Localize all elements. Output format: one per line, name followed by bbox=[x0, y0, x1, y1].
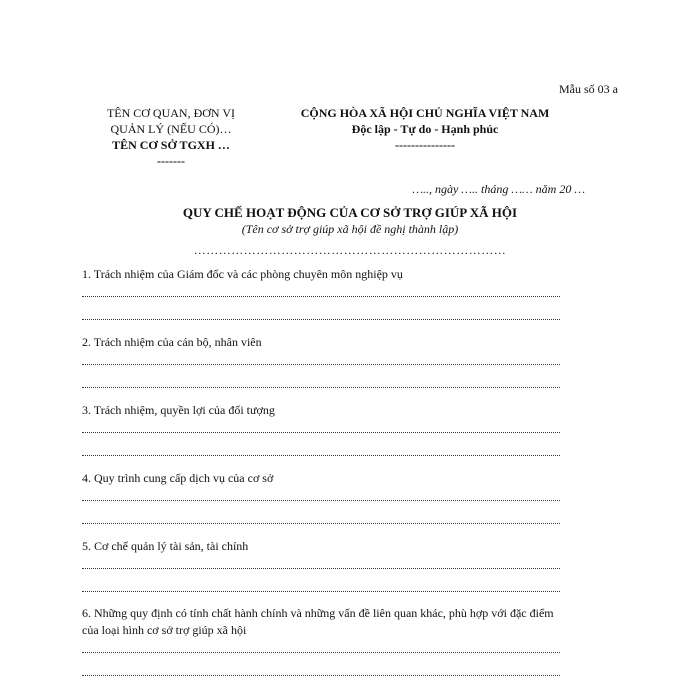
agency-name: TÊN CƠ QUAN, ĐƠN VỊ bbox=[106, 106, 236, 120]
agency-name-line2: QUẢN LÝ (NẾU CÓ)… bbox=[110, 122, 232, 136]
section-heading: 2. Trách nhiệm của cán bộ, nhân viên bbox=[82, 335, 262, 349]
section-6 bbox=[82, 605, 562, 676]
facility-name-blank: ………………………………………………………………… bbox=[193, 243, 507, 257]
section-2 bbox=[82, 334, 562, 388]
national-header-block bbox=[280, 105, 570, 153]
section-1 bbox=[82, 266, 562, 320]
facility-name: TÊN CƠ SỞ TGXH … bbox=[112, 138, 230, 152]
section-heading: 4. Quy trình cung cấp dịch vụ của cơ sở bbox=[82, 471, 274, 485]
fill-line[interactable] bbox=[82, 364, 560, 365]
fill-line[interactable] bbox=[82, 591, 560, 592]
section-5 bbox=[82, 538, 562, 592]
fill-line[interactable] bbox=[82, 675, 560, 676]
fill-line[interactable] bbox=[82, 387, 560, 388]
section-heading: 1. Trách nhiệm của Giám đốc và các phòng chuyên môn nghiệp vụ bbox=[82, 267, 403, 281]
fill-line[interactable] bbox=[82, 319, 560, 320]
nation-name: CỘNG HÒA XÃ HỘI CHỦ NGHĨA VIỆT NAM bbox=[300, 106, 550, 120]
date-line: ….., ngày ….. tháng …… năm 20 … bbox=[412, 182, 585, 196]
section-heading: 5. Cơ chế quản lý tài sản, tài chính bbox=[82, 539, 249, 553]
fill-line[interactable] bbox=[82, 568, 560, 569]
issuing-agency-block bbox=[96, 105, 246, 169]
section-4 bbox=[82, 470, 562, 524]
fill-line[interactable] bbox=[82, 500, 560, 501]
fill-line[interactable] bbox=[82, 523, 560, 524]
fill-line[interactable] bbox=[82, 652, 560, 653]
section-heading: 6. Những quy định có tính chất hành chính và những vấn đề liên quan khác, phù hợp với đặc điểm của loại hình cơ sở trợ giúp xã hội bbox=[82, 606, 554, 637]
document-subtitle: (Tên cơ sở trợ giúp xã hội đề nghị thành lập) bbox=[241, 222, 459, 236]
document-title: QUY CHẾ HOẠT ĐỘNG CỦA CƠ SỞ TRỢ GIÚP XÃ HỘI bbox=[182, 205, 518, 220]
fill-line[interactable] bbox=[82, 432, 560, 433]
left-divider: ------- bbox=[157, 154, 185, 168]
right-divider: --------------- bbox=[395, 138, 455, 152]
section-3 bbox=[82, 402, 562, 456]
fill-line[interactable] bbox=[82, 296, 560, 297]
national-motto: Độc lập - Tự do - Hạnh phúc bbox=[351, 122, 499, 136]
section-heading: 3. Trách nhiệm, quyền lợi của đối tượng bbox=[82, 403, 275, 417]
fill-line[interactable] bbox=[82, 455, 560, 456]
form-code: Mẫu số 03 a bbox=[559, 82, 618, 96]
